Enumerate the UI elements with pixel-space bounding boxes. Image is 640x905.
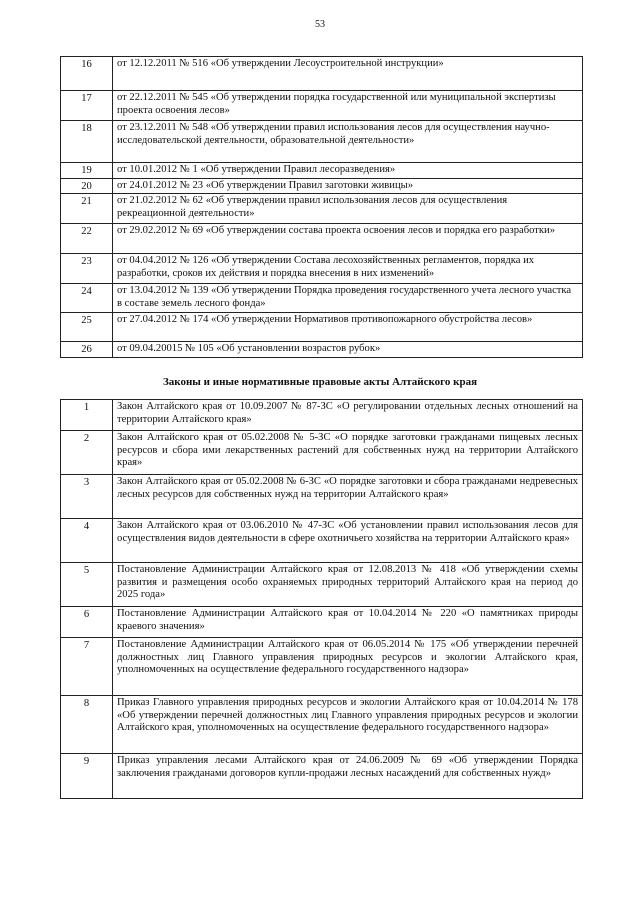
row-text: от 12.12.2011 № 516 «Об утверждении Лесоустроительной инструкции» bbox=[113, 57, 583, 91]
row-number: 19 bbox=[61, 163, 113, 179]
row-number: 1 bbox=[61, 400, 113, 431]
row-text: от 22.12.2011 № 545 «Об утверждении порядка государственной или муниципальной экспертизы проекта освоения лесов» bbox=[113, 91, 583, 121]
table-row bbox=[61, 224, 583, 254]
row-text: Закон Алтайского края от 03.06.2010 № 47-ЗС «Об установлении правил использования лесов для осуществления видов деятельности в сфере охотничьего хозяйства на территории Алтайского края» bbox=[113, 519, 583, 563]
table-row bbox=[61, 431, 583, 475]
altai-acts-table bbox=[60, 399, 583, 799]
table-row bbox=[61, 313, 583, 342]
altai-acts-body bbox=[61, 400, 583, 799]
page-number: 53 bbox=[315, 19, 325, 30]
row-number: 16 bbox=[61, 57, 113, 91]
section-title: Законы и иные нормативные правовые акты Алтайского края bbox=[162, 376, 478, 388]
row-number: 5 bbox=[61, 563, 113, 607]
row-number: 25 bbox=[61, 313, 113, 342]
row-text: от 27.04.2012 № 174 «Об утверждении Нормативов противопожарного обустройства лесов» bbox=[113, 313, 583, 342]
row-number: 24 bbox=[61, 284, 113, 313]
row-text: от 23.12.2011 № 548 «Об утверждении правил использования лесов для осуществления научно-исследовательской деятельности, образовательной деятельности» bbox=[113, 121, 583, 163]
row-number: 21 bbox=[61, 194, 113, 224]
row-number: 23 bbox=[61, 254, 113, 284]
row-number: 18 bbox=[61, 121, 113, 163]
row-number: 2 bbox=[61, 431, 113, 475]
row-text: от 09.04.20015 № 105 «Об установлении возрастов рубок» bbox=[113, 342, 583, 358]
row-text: от 04.04.2012 № 126 «Об утверждении Состава лесохозяйственных регламентов, порядка их разработки, сроков их действия и порядка внесения в них изменений» bbox=[113, 254, 583, 284]
table-row bbox=[61, 284, 583, 313]
row-text: от 10.01.2012 № 1 «Об утверждении Правил лесоразведения» bbox=[113, 163, 583, 179]
table-row bbox=[61, 607, 583, 638]
row-text: Постановление Администрации Алтайского края от 06.05.2014 № 175 «Об утверждении перечней должностных лиц Главного управления природных ресурсов и экологии Алтайского края, уполномоченных на осуществление федерального государственного надзора» bbox=[113, 638, 583, 696]
row-text: от 13.04.2012 № 139 «Об утверждении Порядка проведения государственного учета лесного участка в составе земель лесного фонда» bbox=[113, 284, 583, 313]
table-row bbox=[61, 475, 583, 519]
table-row bbox=[61, 57, 583, 91]
row-number: 22 bbox=[61, 224, 113, 254]
row-number: 26 bbox=[61, 342, 113, 358]
table-row bbox=[61, 254, 583, 284]
row-number: 6 bbox=[61, 607, 113, 638]
row-text: Постановление Администрации Алтайского края от 12.08.2013 № 418 «Об утверждении схемы развития и размещения особо охраняемых природных территорий Алтайского края на период до 2025 года» bbox=[113, 563, 583, 607]
row-text: от 29.02.2012 № 69 «Об утверждении состава проекта освоения лесов и порядка его разработки» bbox=[113, 224, 583, 254]
table-row bbox=[61, 194, 583, 224]
table-row bbox=[61, 400, 583, 431]
table-row bbox=[61, 754, 583, 799]
table-row bbox=[61, 638, 583, 696]
row-text: Приказ Главного управления природных ресурсов и экологии Алтайского края от 10.04.2014 № 178 «Об утверждении перечней должностных лиц Главного управления природных ресурсов и экологии Алтайского края, уполномоченных на осуществление федерального государственного надзора» bbox=[113, 696, 583, 754]
table-row bbox=[61, 342, 583, 358]
row-text: от 21.02.2012 № 62 «Об утверждении правил использования лесов для осуществления рекреационной деятельности» bbox=[113, 194, 583, 224]
row-text: от 24.01.2012 № 23 «Об утверждении Правил заготовки живицы» bbox=[113, 178, 583, 194]
row-number: 3 bbox=[61, 475, 113, 519]
table-row bbox=[61, 121, 583, 163]
table-row bbox=[61, 519, 583, 563]
row-number: 4 bbox=[61, 519, 113, 563]
row-number: 8 bbox=[61, 696, 113, 754]
row-number: 9 bbox=[61, 754, 113, 799]
table-row bbox=[61, 163, 583, 179]
table-row bbox=[61, 178, 583, 194]
table-row bbox=[61, 696, 583, 754]
row-number: 17 bbox=[61, 91, 113, 121]
row-number: 20 bbox=[61, 178, 113, 194]
federal-acts-table bbox=[60, 56, 583, 358]
row-number: 7 bbox=[61, 638, 113, 696]
row-text: Закон Алтайского края от 05.02.2008 № 6-ЗС «О порядке заготовки и сбора гражданами недревесных лесных ресурсов для собственных нужд на территории Алтайского края» bbox=[113, 475, 583, 519]
row-text: Закон Алтайского края от 05.02.2008 № 5-ЗС «О порядке заготовки гражданами пищевых лесных ресурсов и сбора ими лекарственных растений для собственных нужд на территории Алтайского края» bbox=[113, 431, 583, 475]
table-row bbox=[61, 91, 583, 121]
row-text: Приказ управления лесами Алтайского края от 24.06.2009 № 69 «Об утверждении Порядка заключения гражданами договоров купли-продажи лесных насаждений для собственных нужд» bbox=[113, 754, 583, 799]
table-row bbox=[61, 563, 583, 607]
row-text: Закон Алтайского края от 10.09.2007 № 87-ЗС «О регулировании отдельных лесных отношений на территории Алтайского края» bbox=[113, 400, 583, 431]
row-text: Постановление Администрации Алтайского края от 10.04.2014 № 220 «О памятниках природы краевого значения» bbox=[113, 607, 583, 638]
federal-acts-body bbox=[61, 57, 583, 358]
